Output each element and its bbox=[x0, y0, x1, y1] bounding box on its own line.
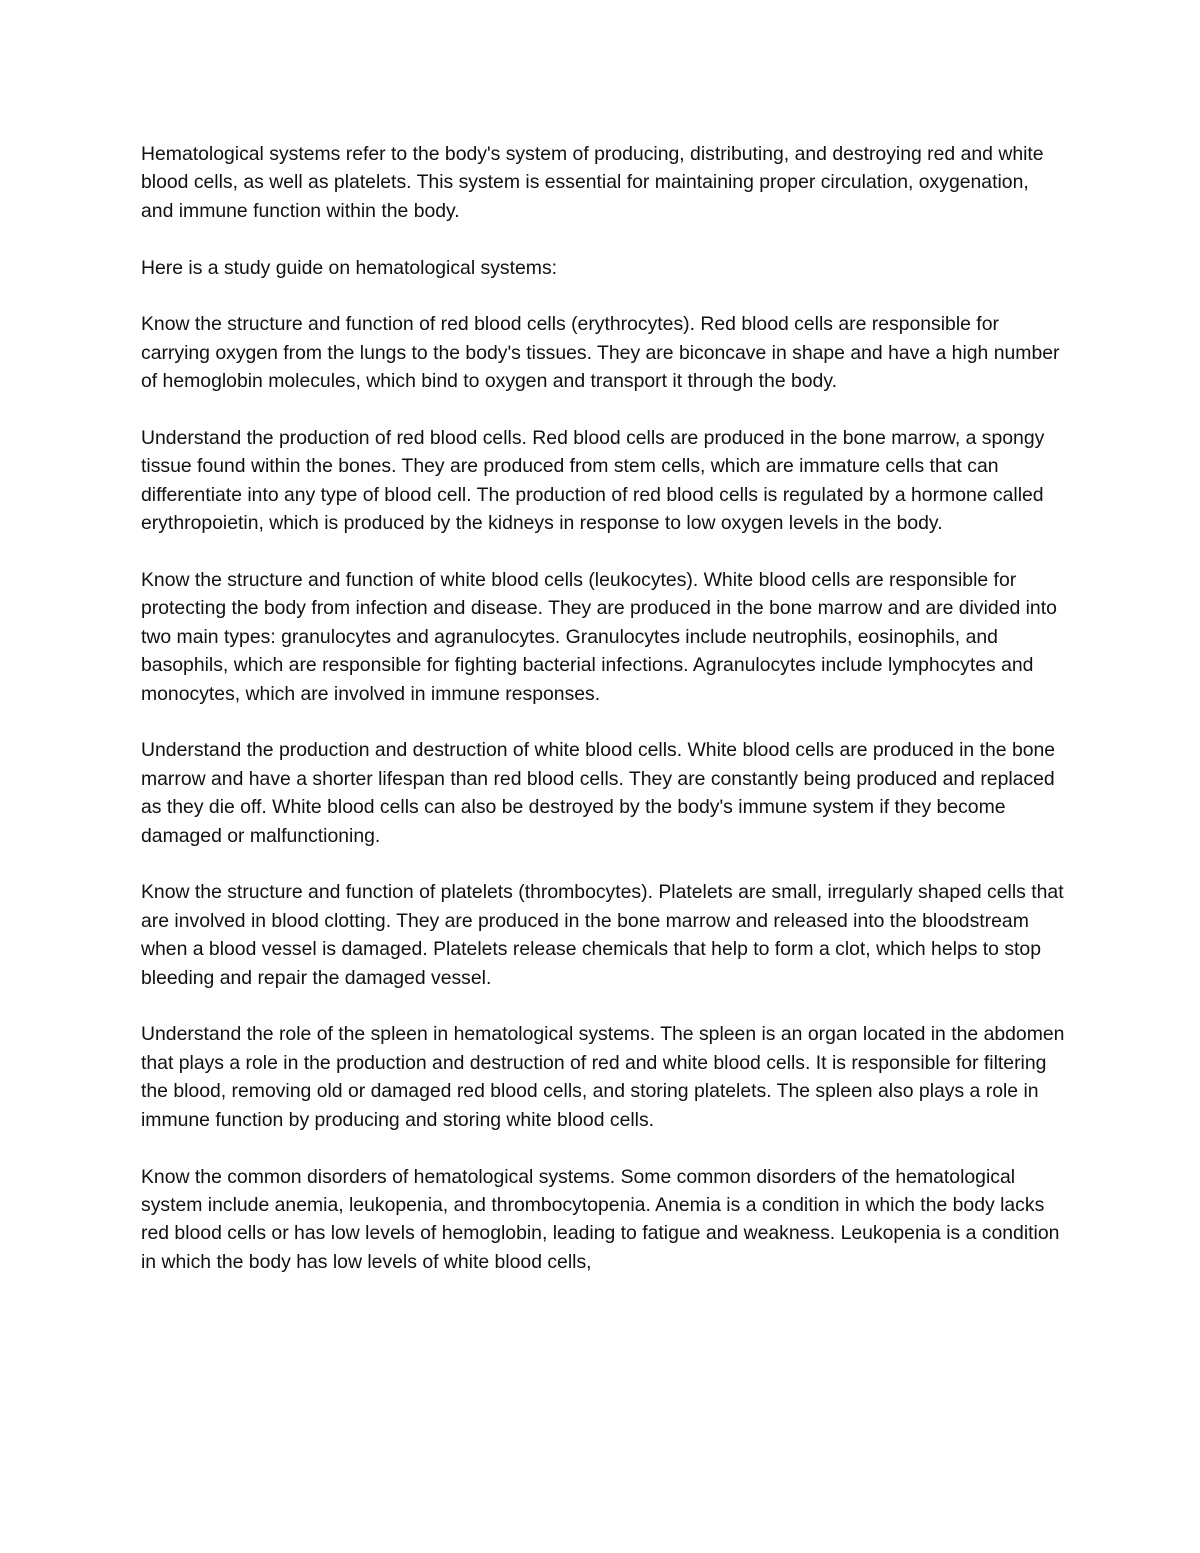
paragraph-red-blood-cell-production: Understand the production of red blood cells. Red blood cells are produced in the bone marrow, a spongy tissue found within the bones. They are produced from stem cells, which are immature cells that can differentiate into any type of blood cell. The production of red blood cells is regulated by a hormone called erythropoietin, which is produced by the kidneys in response to low oxygen levels in the body. bbox=[141, 427, 1045, 535]
paragraph-spleen: Understand the role of the spleen in hematological systems. The spleen is an organ located in the abdomen that plays a role in the production and destruction of red and white blood cells. It is responsible for filtering the blood, removing old or damaged red blood cells, and storing platelets. The spleen also plays a role in immune function by producing and storing white blood cells. bbox=[141, 1023, 1065, 1131]
paragraph-disorders: Know the common disorders of hematological systems. Some common disorders of the hematological system include anemia, leukopenia, and thrombocytopenia. Anemia is a condition in which the body lacks red blood cells or has low levels of hemoglobin, leading to fatigue and weakness. Leukopenia is a condition in which the body has low levels of white blood cells, bbox=[141, 1165, 1060, 1273]
paragraph-white-blood-cell-production: Understand the production and destruction of white blood cells. White blood cells are produced in the bone marrow and have a shorter lifespan than red blood cells. They are constantly being produced and replaced as they die off. White blood cells can also be destroyed by the body's immune system if they become damaged or malfunctioning. bbox=[141, 739, 1056, 847]
document-body bbox=[141, 140, 1066, 1305]
paragraph-platelets: Know the structure and function of platelets (thrombocytes). Platelets are small, irregularly shaped cells that are involved in blood clotting. They are produced in the bone marrow and released into the bloodstream when a blood vessel is damaged. Platelets release chemicals that help to form a clot, which helps to stop bleeding and repair the damaged vessel. bbox=[141, 881, 1064, 989]
paragraph-red-blood-cells: Know the structure and function of red blood cells (erythrocytes). Red blood cells are responsible for carrying oxygen from the lungs to the body's tissues. They are biconcave in shape and have a high number of hemoglobin molecules, which bind to oxygen and transport it through the body. bbox=[141, 313, 1060, 393]
paragraph-intro: Hematological systems refer to the body's system of producing, distributing, and destroying red and white blood cells, as well as platelets. This system is essential for maintaining proper circulation, oxygenation, and immune function within the body. bbox=[141, 143, 1044, 222]
paragraph-study-guide-intro: Here is a study guide on hematological systems: bbox=[141, 256, 558, 279]
paragraph-white-blood-cells: Know the structure and function of white blood cells (leukocytes). White blood cells are responsible for protecting the body from infection and disease. They are produced in the bone marrow and are divided into two main types: granulocytes and agranulocytes. Granulocytes include neutrophils, eosinophils, and basophils, which are responsible for fighting bacterial infections. Agranulocytes include lymphocytes and monocytes, which are involved in immune responses. bbox=[141, 569, 1057, 705]
